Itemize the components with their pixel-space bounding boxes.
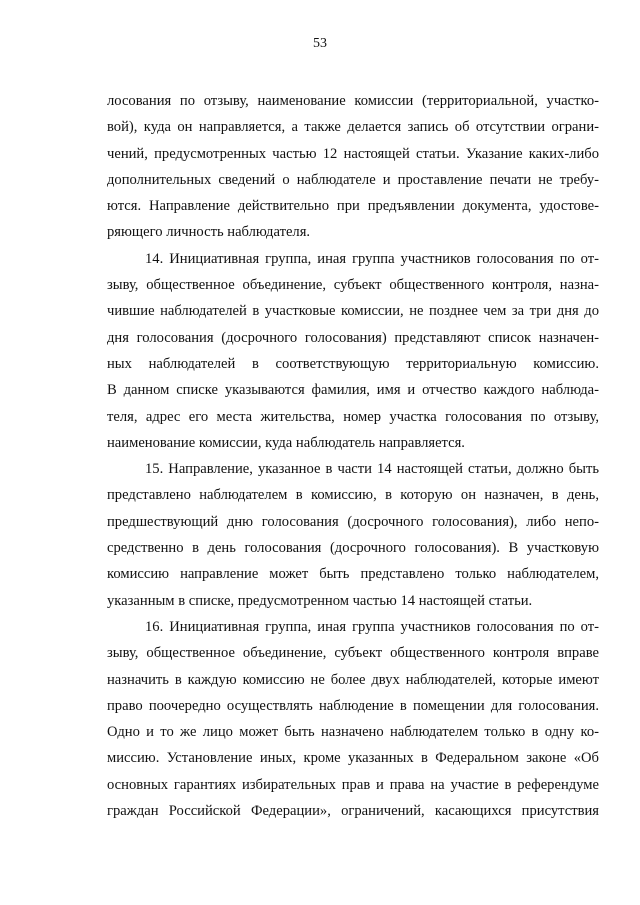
- text-line: дня голосования (досрочного голосования) представляют список назначен-: [107, 329, 599, 346]
- text-line: граждан Российской Федерации», ограничений, касающихся присутствия: [107, 803, 599, 820]
- paragraph-16-first-line: 16. Инициативная группа, иная группа участников голосования по от-: [145, 618, 599, 635]
- text-line: наименование комиссии, куда наблюдатель направляется.: [107, 434, 465, 451]
- document-body: [107, 88, 599, 824]
- text-line: назначить в каждую комиссию не более двух наблюдателей, которые имеют: [107, 671, 599, 688]
- text-line: представлено наблюдателем в комиссию, в которую он назначен, в день,: [107, 487, 599, 504]
- text-line: право поочередно осуществлять наблюдение в помещении для голосования.: [107, 697, 599, 714]
- paragraph-14-first-line: 14. Инициативная группа, иная группа участников голосования по от-: [145, 250, 599, 267]
- text-line: ных наблюдателей в соответствующую территориальную комиссию.: [107, 355, 599, 372]
- text-line: чений, предусмотренных частью 12 настоящей статьи. Указание каких-либо: [107, 145, 599, 162]
- paragraph-15-first-line: 15. Направление, указанное в части 14 настоящей статьи, должно быть: [145, 461, 599, 478]
- text-line: Одно и то же лицо может быть назначено наблюдателем только в одну ко-: [107, 724, 599, 741]
- page-number: 53: [313, 36, 327, 51]
- text-line: теля, адрес его места жительства, номер участка голосования по отзыву,: [107, 408, 599, 425]
- text-line: комиссию направление может быть представлено только наблюдателем,: [107, 566, 599, 583]
- text-line: лосования по отзыву, наименование комиссии (территориальной, участко-: [107, 93, 599, 109]
- text-line: чившие наблюдателей в участковые комиссии, не позднее чем за три дня до: [107, 303, 599, 320]
- text-line: миссию. Установление иных, кроме указанных в Федеральном законе «Об: [107, 750, 599, 767]
- text-line: средственно в день голосования (досрочного голосования). В участковую: [107, 540, 599, 557]
- text-line: ются. Направление действительно при предъявлении документа, удостове-: [107, 198, 599, 215]
- text-line: указанным в списке, предусмотренном частью 14 настоящей статьи.: [107, 592, 533, 609]
- text-line: В данном списке указываются фамилия, имя и отчество каждого наблюда-: [107, 382, 599, 399]
- text-line: основных гарантиях избирательных прав и права на участие в референдуме: [107, 776, 599, 793]
- text-line: зыву, общественное объединение, субъект общественного контроля вправе: [107, 645, 599, 662]
- text-line: вой), куда он направляется, а также делается запись об отсутствии ограни-: [107, 119, 599, 136]
- text-line: зыву, общественное объединение, субъект общественного контроля, назна-: [107, 277, 599, 294]
- text-line: предшествующий дню голосования (досрочного голосования), либо непо-: [107, 513, 599, 530]
- text-line: дополнительных сведений о наблюдателе и проставление печати не требу-: [107, 171, 599, 188]
- text-line: ряющего личность наблюдателя.: [107, 224, 311, 241]
